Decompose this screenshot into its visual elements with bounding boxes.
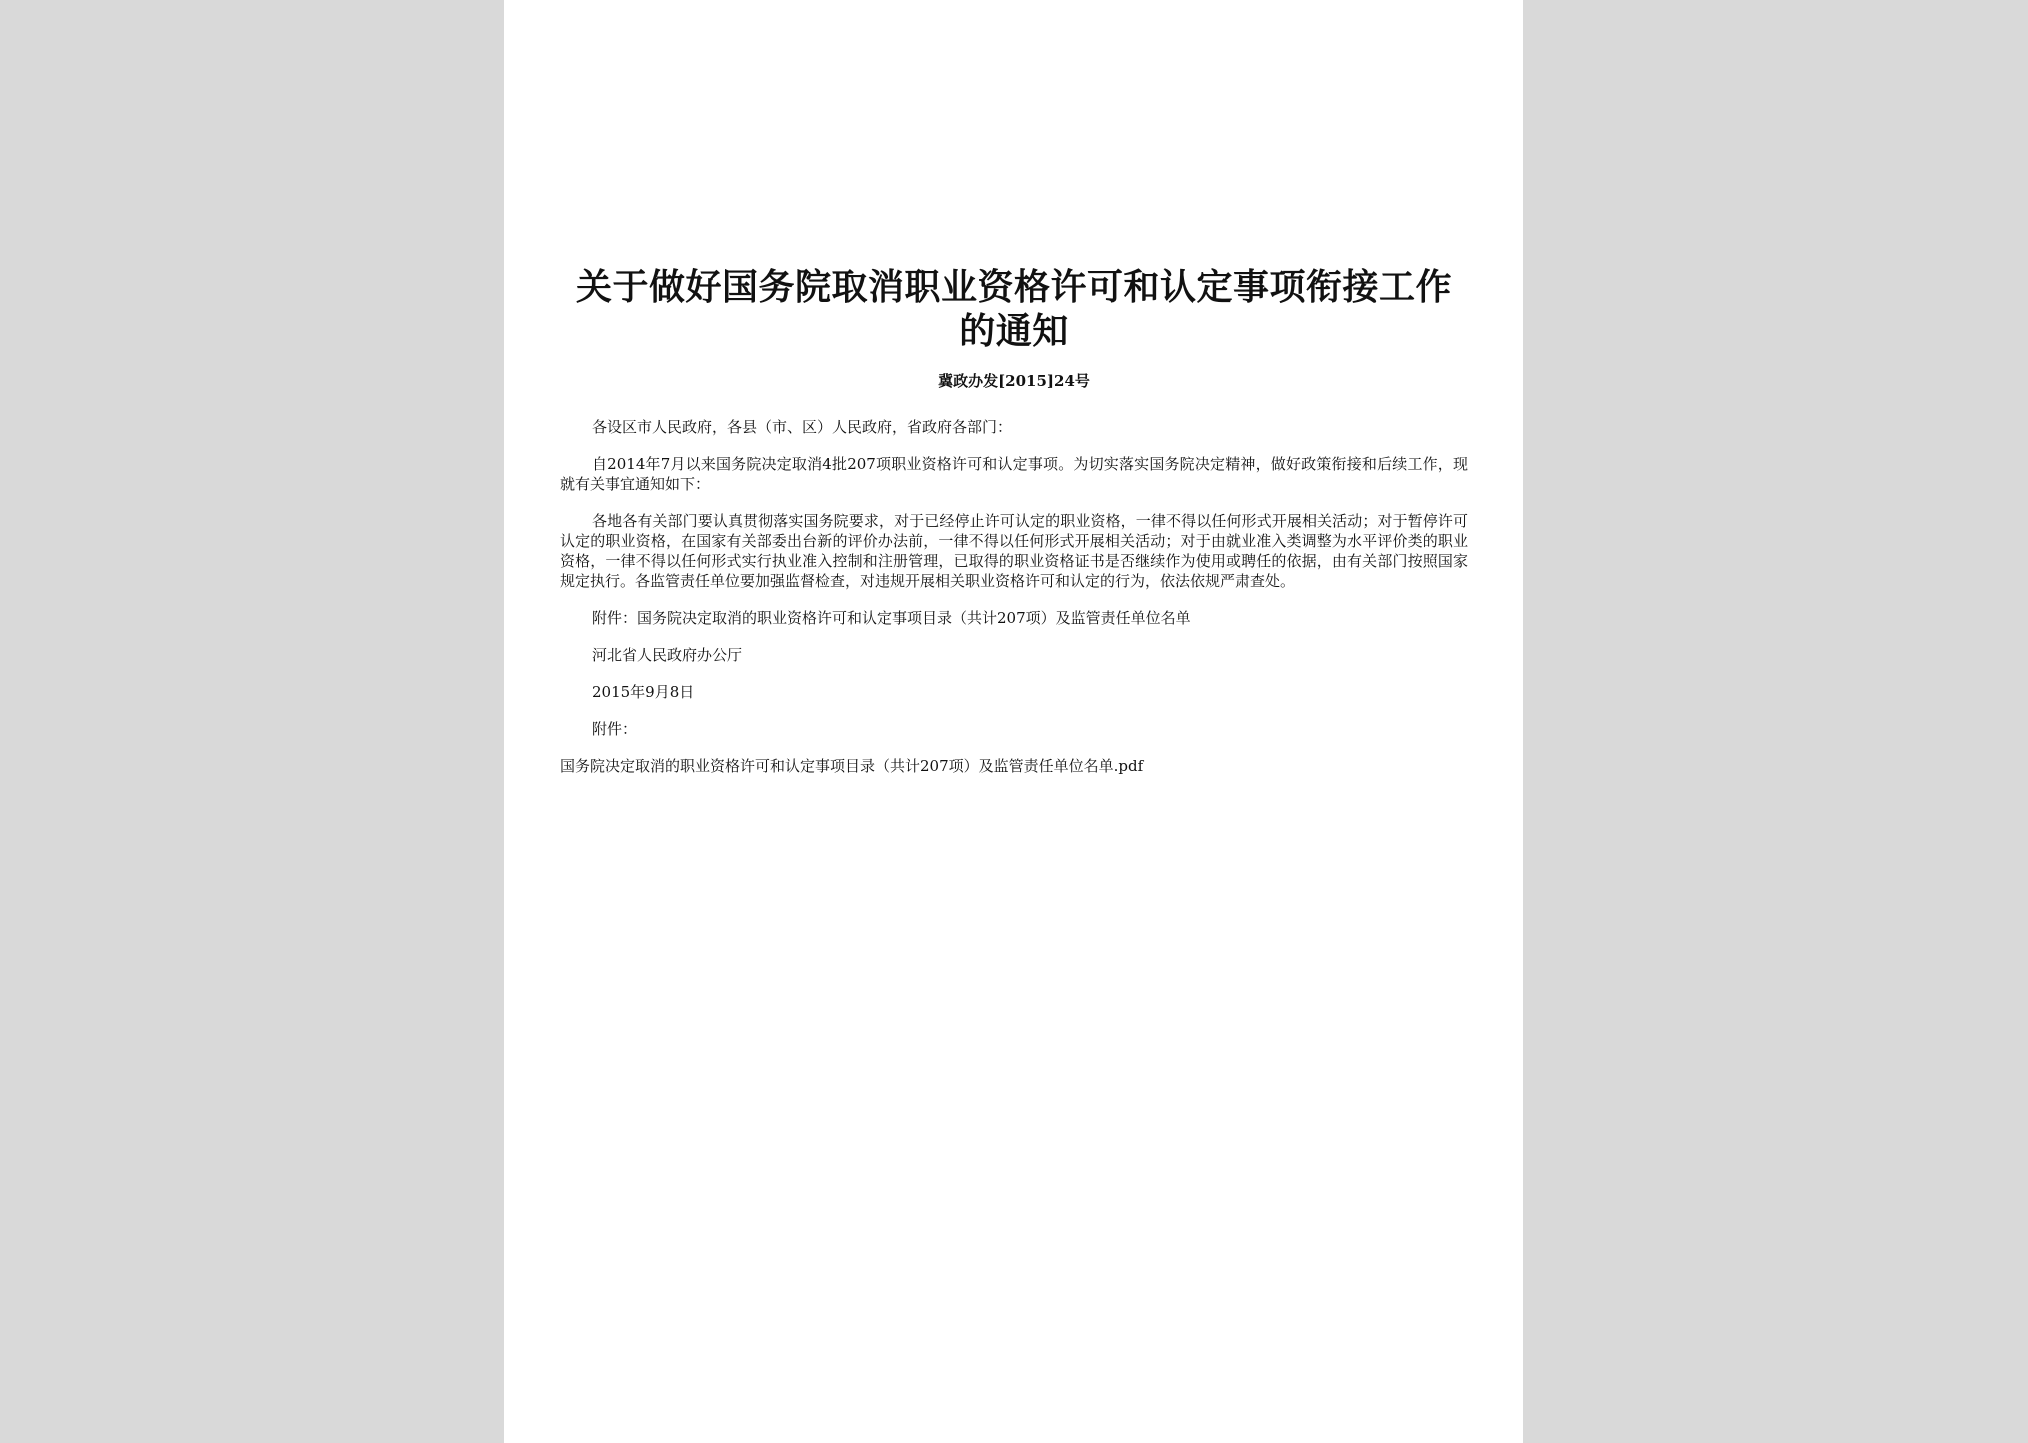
attachment-label: 附件： (592, 720, 638, 738)
issue-date: 2015年9月8日 (592, 683, 695, 701)
attachment-file-link[interactable]: 国务院决定取消的职业资格许可和认定事项目录（共计207项）及监管责任单位名单.pdf (560, 757, 1144, 775)
issuer-name: 河北省人民政府办公厅 (592, 646, 743, 664)
attachment-line: 附件：国务院决定取消的职业资格许可和认定事项目录（共计207项）及监管责任单位名单 (592, 609, 1191, 627)
body-paragraph: 各地各有关部门要认真贯彻落实国务院要求，对于已经停止许可认定的职业资格，一律不得以任何形式开展相关活动；对于暂停许可认定的职业资格，在国家有关部委出台新的评价办法前，一律不得以任何形式开展相关活动；对于由就业准入类调整为水平评价类的职业资格，一律不得以任何形式实行执业准入控制和注册管理，已取得的职业资格证书是否继续作为使用或聘任的依据，由有关部门按照国家规定执行。各监管责任单位要加强监督检查，对违规开展相关职业资格许可和认定的行为，依法依规严肃查处。 (560, 512, 1468, 590)
document-page (504, 0, 1523, 1443)
document-content (560, 265, 1468, 776)
document-title: 关于做好国务院取消职业资格许可和认定事项衔接工作的通知 (575, 266, 1452, 352)
intro-paragraph: 自2014年7月以来国务院决定取消4批207项职业资格许可和认定事项。为切实落实国务院决定精神，做好政策衔接和后续工作，现就有关事宜通知如下： (560, 455, 1468, 493)
document-number: 冀政办发[2015]24号 (938, 372, 1090, 390)
salutation: 各设区市人民政府，各县（市、区）人民政府，省政府各部门： (592, 418, 1013, 436)
